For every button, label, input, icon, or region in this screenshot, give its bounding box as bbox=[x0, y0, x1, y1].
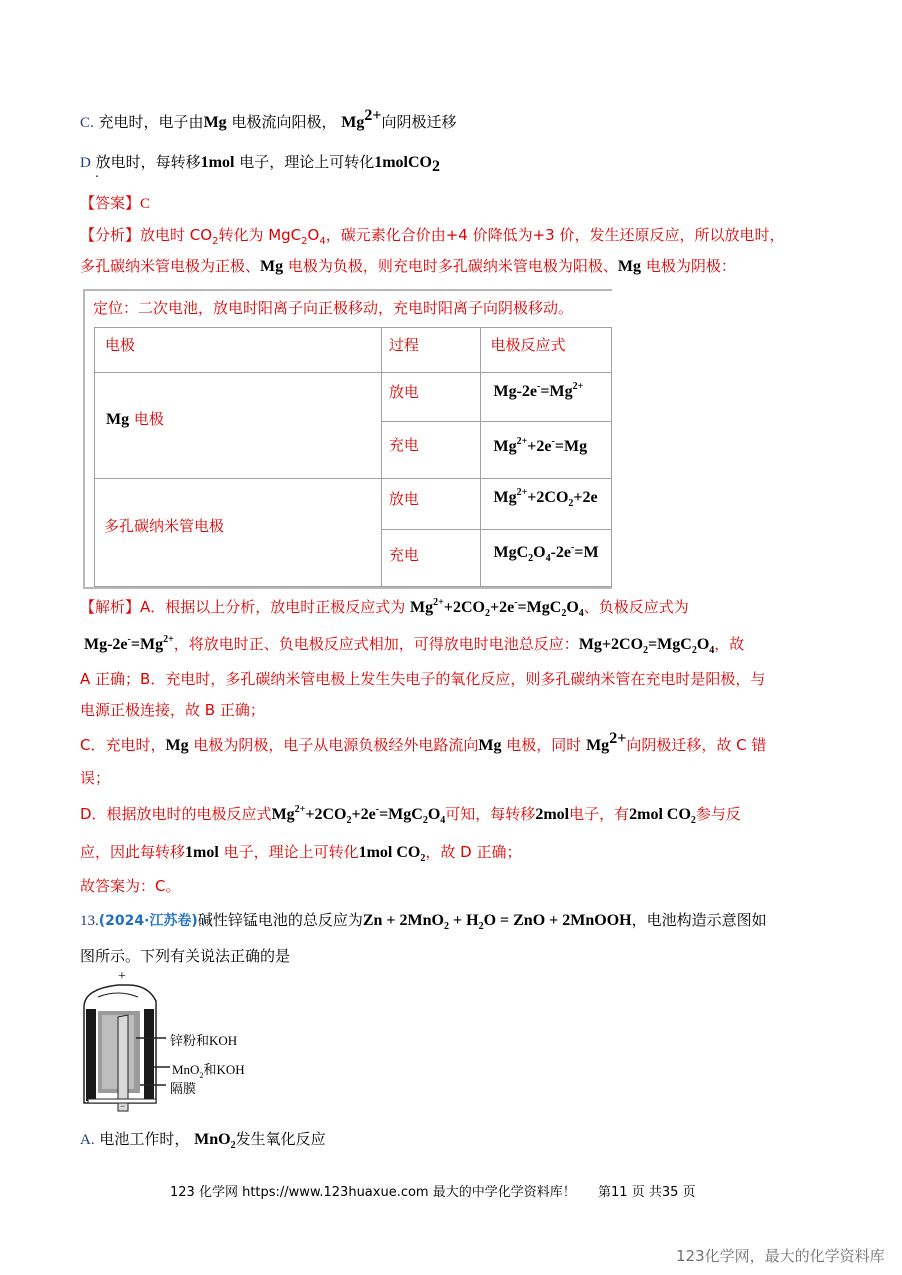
text: 电子，有 bbox=[569, 805, 630, 823]
table-header: 电极 bbox=[105, 336, 136, 354]
eq-part: Mg-2e bbox=[493, 383, 538, 400]
answer-value: C bbox=[140, 196, 151, 212]
subscript: 2 bbox=[230, 1140, 236, 1151]
formula bbox=[358, 844, 426, 864]
process-label: 放电 bbox=[388, 383, 419, 401]
text: O bbox=[307, 226, 320, 244]
footer-site-text: 123 化学网 https://www.123huaxue.com 最大的中学化学资料库！ bbox=[170, 1185, 576, 1200]
eq-part: +2CO bbox=[527, 489, 569, 506]
solution-line-5 bbox=[80, 730, 767, 756]
text: 转化为 MgC bbox=[218, 226, 302, 244]
table-header: 过程 bbox=[388, 336, 419, 354]
text: 向阴极迁移，故 C 错 bbox=[626, 736, 767, 754]
text: 电子，理论上可转化 bbox=[239, 153, 375, 171]
subscript: 2 bbox=[690, 815, 696, 826]
process-label: 放电 bbox=[388, 490, 419, 508]
subscript: 2 bbox=[568, 498, 574, 509]
subscript: 4 bbox=[440, 815, 446, 826]
eq-part: +2e bbox=[351, 806, 376, 823]
text: A．根据以上分析，放电时正极反应式为 bbox=[140, 598, 411, 616]
text: MnO bbox=[172, 1062, 200, 1077]
stray-dot: . bbox=[95, 166, 99, 180]
page-number: 第11 页 共35 页 bbox=[598, 1185, 696, 1200]
superscript: - bbox=[127, 634, 131, 645]
formula: Mg bbox=[617, 258, 642, 275]
eq-part: +2e bbox=[489, 599, 515, 616]
solution-line-9: 故答案为：C。 bbox=[80, 877, 181, 895]
solution-line-8 bbox=[80, 842, 521, 863]
eq-part: O bbox=[533, 544, 546, 561]
formula: 1mol bbox=[200, 154, 235, 171]
reaction-equation bbox=[493, 544, 598, 562]
eq-part: Mg bbox=[493, 438, 517, 455]
process-label: 充电 bbox=[388, 546, 419, 564]
option-c bbox=[80, 107, 457, 133]
subscript: 2 bbox=[484, 608, 490, 619]
eq-part: =Mg bbox=[130, 636, 164, 653]
subscript: 2 bbox=[528, 553, 534, 564]
superscript: 2+ bbox=[572, 381, 584, 392]
table-row bbox=[95, 479, 612, 530]
eq-part: +2CO bbox=[443, 599, 485, 616]
eq-part: 2mol CO bbox=[629, 806, 691, 823]
text: 参与反 bbox=[695, 805, 741, 823]
subscript: 2 bbox=[212, 236, 219, 247]
superscript: 2+ bbox=[516, 487, 528, 498]
text: 充电时，电子由 bbox=[98, 113, 204, 131]
text: 多孔碳纳米管电极为正极、 bbox=[80, 257, 261, 275]
positive-terminal-label: + bbox=[118, 969, 126, 984]
text: 电极为负极，则充电时多孔碳纳米管电极为阳极、 bbox=[287, 257, 618, 275]
solution-line-1 bbox=[80, 597, 689, 618]
formula: Mg bbox=[260, 258, 284, 275]
text: 放电时 CO bbox=[140, 226, 213, 244]
solution-line-2 bbox=[84, 634, 744, 655]
electrode-name: 多孔碳纳米管电极 bbox=[104, 517, 225, 535]
negative-terminal-label: − bbox=[120, 1101, 126, 1111]
subscript: 2 bbox=[691, 645, 697, 656]
reaction-equation bbox=[493, 438, 587, 456]
formula: 1molCO bbox=[374, 154, 432, 171]
superscript: 2+ bbox=[294, 804, 306, 815]
superscript: 2+ bbox=[364, 107, 382, 124]
text: 电极，同时 bbox=[506, 736, 582, 754]
answer-label: 【答案】 bbox=[80, 194, 141, 212]
eq-part: Mg bbox=[410, 599, 434, 616]
table-header-row bbox=[95, 328, 612, 373]
superscript: 2+ bbox=[516, 436, 528, 447]
question-13-option-a bbox=[80, 1129, 326, 1150]
option-letter: C. bbox=[80, 115, 94, 131]
subscript: 2 bbox=[346, 815, 352, 826]
option-letter: A. bbox=[80, 1132, 95, 1148]
eq-part: Zn + 2MnO bbox=[362, 912, 444, 929]
formula bbox=[578, 636, 715, 656]
text: 发生氧化反应 bbox=[235, 1130, 326, 1148]
electrode-table bbox=[94, 327, 612, 587]
process-label: 充电 bbox=[388, 436, 419, 454]
eq-part: =MgC bbox=[379, 806, 423, 823]
text: ，故 D 正确； bbox=[425, 843, 522, 861]
eq-part: O bbox=[427, 806, 441, 823]
subscript: 2 bbox=[561, 608, 567, 619]
subscript: 2 bbox=[420, 853, 426, 864]
text: 电极 bbox=[133, 410, 164, 428]
page-footer bbox=[170, 1181, 696, 1200]
formula bbox=[271, 804, 446, 826]
formula bbox=[410, 597, 584, 619]
eq-part: =M bbox=[574, 544, 599, 561]
text: 可知，每转移 bbox=[445, 805, 536, 823]
eq-part: +2e bbox=[573, 489, 598, 506]
zinc-powder-label: 锌粉和KOH bbox=[170, 1033, 238, 1048]
eq-part: -2e bbox=[550, 544, 572, 561]
formula: Mg bbox=[341, 114, 365, 131]
option-d bbox=[80, 152, 440, 173]
text: 电池工作时， bbox=[99, 1130, 190, 1148]
formula bbox=[194, 1131, 236, 1151]
subscript: 4 bbox=[319, 236, 326, 247]
question-number: 13. bbox=[80, 913, 99, 929]
text: C．充电时， bbox=[80, 736, 166, 754]
table-header: 电极反应式 bbox=[490, 336, 566, 354]
eq-part: O bbox=[566, 599, 579, 616]
table-caption: 定位：二次电池，放电时阳离子向正极移动，充电时阳离子向阴极移动。 bbox=[93, 299, 574, 317]
text: 电子，理论上可转化 bbox=[223, 843, 359, 861]
superscript: - bbox=[571, 542, 575, 553]
text: 放电时，每转移 bbox=[95, 153, 201, 171]
text: D．根据放电时的电极反应式 bbox=[80, 805, 272, 823]
solution-line-4: 电源正极连接，故 B 正确； bbox=[80, 701, 265, 719]
eq-part: MgC bbox=[493, 544, 529, 561]
text: ，故 bbox=[714, 635, 745, 653]
formula bbox=[84, 636, 174, 653]
text: 电极为阴极： bbox=[645, 257, 736, 275]
superscript: 2+ bbox=[433, 597, 444, 608]
text: 向阴极迁移 bbox=[381, 113, 457, 131]
eq-part: Mg-2e bbox=[84, 636, 128, 653]
eq-part: 1mol CO bbox=[358, 844, 421, 861]
battery-diagram bbox=[78, 969, 258, 1115]
subscript: 2 bbox=[422, 815, 428, 826]
formula: Mg bbox=[478, 737, 502, 754]
text: ，将放电时正、负电极反应式相加，可得放电时电池总反应： bbox=[173, 635, 579, 653]
subscript: 2 bbox=[301, 236, 308, 247]
superscript: 2+ bbox=[163, 634, 174, 645]
text: ，电池构造示意图如 bbox=[631, 911, 767, 929]
eq-part: +2e bbox=[527, 438, 552, 455]
solution-label: 【解析】 bbox=[80, 598, 141, 616]
subscript: 2 bbox=[432, 158, 440, 175]
superscript: - bbox=[537, 381, 541, 392]
eq-part: O = ZnO + 2MnOOH bbox=[483, 912, 632, 929]
formula: Mg bbox=[106, 411, 130, 428]
watermark: 123化学网，最大的化学资料库 bbox=[676, 1247, 885, 1265]
text: 电极流向阳极， bbox=[231, 113, 337, 131]
separator-label: 隔膜 bbox=[170, 1081, 197, 1096]
eq-part: =Mg bbox=[554, 438, 588, 455]
subscript: 2 bbox=[643, 645, 649, 656]
subscript: 2 bbox=[199, 1071, 204, 1080]
question-source[interactable]: (2024·江苏卷) bbox=[98, 913, 198, 929]
text: 碱性锌锰电池的总反应为 bbox=[197, 911, 363, 929]
text: ，碳元素化合价由+4 价降低为+3 价，发生还原反应，所以放电时， bbox=[325, 226, 785, 244]
eq-part: =MgC bbox=[648, 636, 692, 653]
reaction-equation bbox=[493, 383, 583, 401]
eq-part: Mg bbox=[271, 806, 295, 823]
superscript: - bbox=[551, 436, 555, 447]
superscript: - bbox=[514, 597, 518, 608]
subscript: 4 bbox=[709, 645, 715, 656]
solution-line-3: A 正确；B．充电时，多孔碳纳米管电极上发生失电子的氧化反应，则多孔碳纳米管在充电时是阳极，与 bbox=[80, 670, 766, 688]
superscript: - bbox=[375, 804, 380, 815]
eq-part: Mg+2CO bbox=[578, 636, 644, 653]
text: 和KOH bbox=[203, 1062, 245, 1077]
analysis-label: 【分析】 bbox=[80, 226, 141, 244]
formula: 2mol bbox=[535, 806, 570, 823]
eq-part: =MgC bbox=[517, 599, 562, 616]
text: 电极为阴极，电子从电源负极经外电路流向 bbox=[193, 736, 479, 754]
text: 、负极反应式为 bbox=[583, 598, 689, 616]
analysis-line-1 bbox=[80, 225, 785, 245]
eq-part: Mg bbox=[493, 489, 517, 506]
subscript: 2 bbox=[478, 921, 484, 932]
electrode-name bbox=[106, 408, 164, 429]
subscript: 4 bbox=[578, 608, 584, 619]
subscript: 4 bbox=[545, 553, 551, 564]
question-13-stem-line-2: 图所示。下列有关说法正确的是 bbox=[80, 947, 291, 965]
formula bbox=[629, 806, 696, 826]
solution-line-6: 误； bbox=[80, 769, 111, 787]
eq-part: + H bbox=[449, 912, 479, 929]
text: 应，因此每转移 bbox=[80, 843, 186, 861]
eq-part: MnO bbox=[194, 1131, 231, 1148]
eq-part: =Mg bbox=[540, 383, 573, 400]
electrode-table-box bbox=[83, 289, 612, 589]
eq-part: +2CO bbox=[305, 806, 347, 823]
formula: Mg bbox=[203, 114, 227, 131]
formula bbox=[362, 912, 632, 932]
answer bbox=[80, 193, 150, 214]
superscript: 2+ bbox=[609, 730, 627, 747]
formula: Mg bbox=[586, 737, 610, 754]
eq-part: O bbox=[696, 636, 710, 653]
reaction-equation bbox=[493, 489, 597, 507]
analysis-line-2 bbox=[80, 256, 736, 277]
formula: 1mol bbox=[185, 844, 219, 861]
mno2-label bbox=[172, 1059, 245, 1078]
question-13-stem bbox=[80, 910, 767, 931]
solution-line-7 bbox=[80, 804, 741, 825]
subscript: 2 bbox=[444, 921, 449, 932]
option-letter: D bbox=[80, 155, 91, 171]
table-row bbox=[95, 373, 612, 422]
formula: Mg bbox=[165, 737, 189, 754]
